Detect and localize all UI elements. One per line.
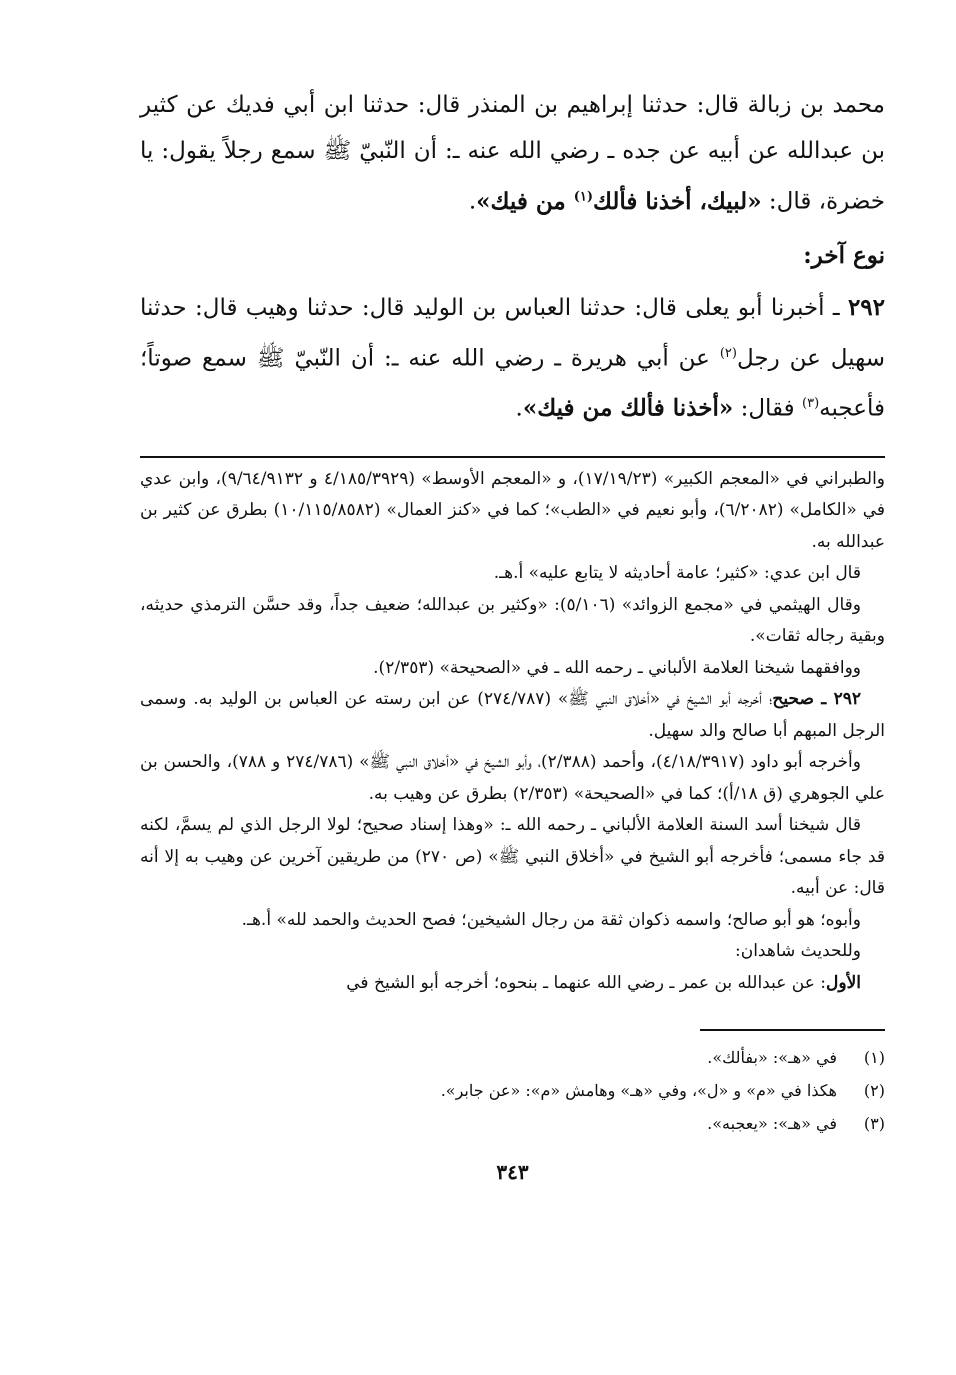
quote-part: «لبيك، أخذنا فألك xyxy=(593,187,762,215)
note-paragraph: وقال الهيثمي في «مجمع الزوائد» (٥/١٠٦): «وكثير بن عبدالله؛ ضعيف جداً، وقد حسَّن الترمذي حديثه، وبقية رجاله ثقات». xyxy=(140,594,885,647)
hadith-number: ٢٩٢ xyxy=(847,293,885,321)
note-paragraph: قال ابن عدي: «كثير؛ عامة أحاديثه لا يتابع عليه» أ.هـ. xyxy=(493,563,861,584)
main-text xyxy=(140,82,885,432)
quote-part: من فيك» xyxy=(476,187,574,215)
footnote-number: (٣) xyxy=(863,1114,885,1134)
footnote-text: في «هـ»: «بفألك». xyxy=(707,1048,837,1068)
note-paragraph: والطبراني في «المعجم الكبير» (١٧/١٩/٢٣)، و «المعجم الأوسط» (٤/١٨٥/٣٩٢٩ و ٩/٦٤/٩١٣٢)، وابن عدي في «الكامل» (٦/٢٠٨٢)، وأبو نعيم في «الطب»؛ كما في «كنز العمال» (١٠/١١٥/٨٥٨٢) بطرق عن كثير بن عبدالله به. xyxy=(140,468,886,552)
note-paragraph: ووافقهما شيخنا العلامة الألباني ـ رحمه الله ـ في «الصحيحة» (٢/٣٥٣). xyxy=(373,657,861,678)
text: : عن عبدالله بن عمر ـ رضي الله عنهما ـ بنحوه؛ أخرجه أبو الشيخ في xyxy=(346,972,827,993)
footnote-3 xyxy=(140,1107,885,1140)
footnotes xyxy=(140,1041,885,1140)
page xyxy=(140,82,885,1184)
quote: «أخذنا فألك من فيك» xyxy=(522,394,734,422)
text: محمد بن زبالة قال: حدثنا إبراهيم بن المنذر قال: حدثنا ابن أبي فديك عن كثير بن عبدالله عن أبيه عن جده ـ رضي الله عنه ـ: أن النّبيّ ﷺ سمع رجلاً يقول: يا خضرة، قال: xyxy=(140,92,885,215)
paragraph-2 xyxy=(140,285,885,432)
footnote-text: في «هـ»: «يعجبه». xyxy=(707,1114,837,1134)
footnote-2 xyxy=(140,1074,885,1107)
hadith-grade: ٢٩٢ ـ صحيح xyxy=(772,689,861,710)
footnote-number: (٢) xyxy=(863,1081,885,1101)
footnote-ref-3[interactable]: (٣) xyxy=(802,396,820,412)
section-heading: نوع آخر: xyxy=(803,241,885,269)
text: عن أبي هريرة ـ رضي الله عنه ـ: أن النّبيّ ﷺ سمع صوتاً؛ فأعجبه xyxy=(140,345,885,422)
note-paragraph: وللحديث شاهدان: xyxy=(735,941,861,962)
footnote-ref-1[interactable]: (١) xyxy=(573,189,593,204)
note-paragraph: وأخرجه أبو داود (٤/١٨/٣٩١٧)، وأحمد (٢/٣٨٨)، وأبو الشيخ في «أخلاق النبي ﷺ» (٢٧٤/٧٨٦ و ٧٨٨)، والحسن بن علي الجوهري (ق ١٨/أ)؛ كما في «الصحيحة» (٢/٣٥٣) بطرق عن وهيب به. xyxy=(140,752,885,804)
footnote-number: (١) xyxy=(863,1048,885,1068)
note-paragraph xyxy=(140,684,885,747)
text: ؛ أخرجه أبو الشيخ في «أخلاق النبي ﷺ» (٢٧٤/٧٨٧) عن ابن رسته عن العباس بن الوليد به. وسمى الرجل المبهم أبا صالح والد سهيل. xyxy=(140,689,885,741)
text: فقال: xyxy=(733,395,802,422)
divider xyxy=(140,456,885,458)
footnote-divider xyxy=(700,1029,885,1031)
note-paragraph xyxy=(140,968,885,1000)
paragraph-1 xyxy=(140,82,885,225)
note-paragraph: قال شيخنا أسد السنة العلامة الألباني ـ رحمه الله ـ: «وهذا إسناد صحيح؛ لولا الرجل الذي لم يسمَّ، لكنه قد جاء مسمى؛ فأخرجه أبو الشيخ في «أخلاق النبي ﷺ» (ص ٢٧٠) من طريقين آخرين عن وهيب به إلا أنه قال: عن أبيه. xyxy=(140,815,885,899)
page-number: ٣٤٣ xyxy=(496,1160,529,1185)
quote xyxy=(476,188,761,215)
text: ـ أخبرنا أبو يعلى قال: حدثنا العباس بن الوليد قال: حدثنا وهيب قال: حدثنا سهيل عن رجل xyxy=(140,294,885,372)
text: . xyxy=(515,395,523,422)
note-paragraph: وأبوه؛ هو أبو صالح؛ واسمه ذكوان ثقة من رجال الشيخين؛ فصح الحديث والحمد لله» أ.هـ. xyxy=(241,909,861,930)
footnote-text: هكذا في «م» و «ل»، وفي «هـ» وهامش «م»: «عن جابر». xyxy=(440,1081,837,1101)
commentary xyxy=(140,464,885,1000)
witness-label: الأول xyxy=(826,972,861,993)
footnote-1 xyxy=(140,1041,885,1074)
footnote-ref-2[interactable]: (٢) xyxy=(719,345,737,361)
text: . xyxy=(468,188,477,215)
